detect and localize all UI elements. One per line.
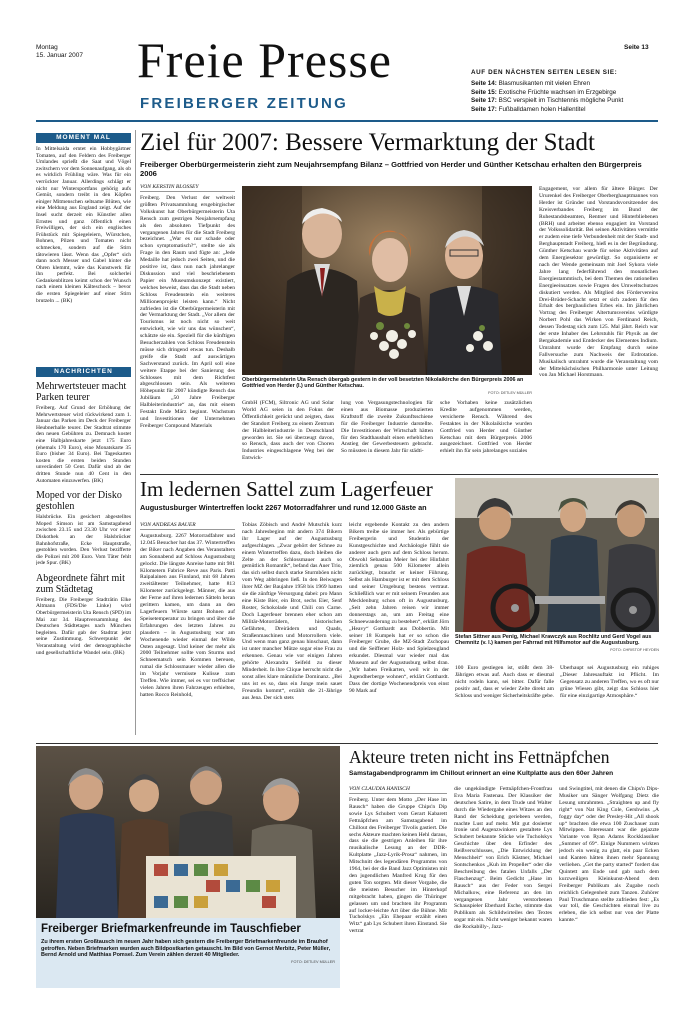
news-item [36,573,131,656]
news-item-title: Mehrwertsteuer macht Parken teurer [36,381,127,403]
lager-caption [455,634,659,653]
news-item-title: Abgeordnete fährt mit zum Städtetag [36,572,125,595]
bikers-photo [455,478,659,632]
preview-item [471,106,658,115]
news-item [36,490,131,567]
moment-text: In Mittelsaida erntet ein Hobbygärtner Tomaten, auf den Feldern des Freiberger Umlandes sprießt die Saat und Vögel zwitschern vor dem Sonnenaufgang, als ob es wirklich Frühling wäre. Was für ein verrückter Januar. Allerdings schlägt er nicht nur Wintersportfans gehörig aufs Gemüt, sondern treibt in den Köpfen einiger Mitmenschen seltsame Blüten, wie eine Meldung aus England zeigt. Auf der Insel sucht derzeit ein Künstler allen Ernstes und ganz öffentlich einen Freiwilligen, der sich ein englisches Frühstück mit Spiegeleiern, Würstchen, Bohnen, Pilzen und Tomaten nicht schmecken, sondern auf die Stirn tätowieren lässt. Wenn das „Opfer“ sich dann noch Messer und Gabel hinter die Ohren klemmt, wäre das Kunstwerk für ihn perfekt. Bei solcherlei Gedankenblitzen keimt schon der Wunsch nach einem kleinen Kälteschock – bevor die ersten Spiegeleier auf einer Stirn brutzeln ... (BK) [36,146,131,304]
newspaper-title: Freie Presse [137,32,392,88]
left-column-rule [135,130,136,735]
tausch-caption-box [36,918,340,988]
preview-page: Seite 15: [471,88,497,96]
tausch-photo [36,746,340,918]
lead-col1: Freiberg. Den Verlust der weltweit größten Privatsammlung ersgebirgischer Volkskunst hat Oberbürgermeisterin Uta Rensch zum gestrigen Neujahrsempfang als den absoluten Tiefpunkt des vergangenen Jahres für die Stadt Freiberg bezeichnet. „War es nur schade oder schon symptomatisch?“, stellte sie als Frage in den Raum und fügte an: „Jede Medaille hat jedoch zwei Seiten, und die positive ist, dass nun nach jahrelanger Diskussion und viel beschriebenem Papier ein Museumskonzept existiert, welches beweist, dass das die Stadt neben Schloss Freudenstein ein weiteres Millionenprojekt leisten kann.“ Nicht zufrieden ist die Oberbürgermeisterin mit der Vermarktung der Stadt. „Vor allem der Tourismus ist noch nicht so weit entwickelt, wie wir uns das wünschen“, schätzte sie ein. Speziell für die künftigen Besucherzahlen von Schloss Freudenstein müsse sich dringend etwas tun. Deshalb greife die Stadt auf auswärtigen Sachverstand zurück. Im April soll eine weitere Etappe bei der Sanierung des Schlosses mit dem Richtfest abgeschlossen sein. Als weiteren Höhepunkt für 2007 kündigte Rensch das Jubiläum „50 Jahre Freiberger Halbleiterindustrie“ an, das mit einem Festakt Ende März beginnt. Wachstum und Investitionen der Unternehmen Freiberger Compound Materials [140,195,235,429]
lager-col3: leicht ergebende Kontakt zu den andern Bikern treibe sie immer her. Als gebürtige Freibergerin und Studentin der Kunstgeschichte und Archäologie fühlt sie anderer auch gern auf dem Schloss herum. Obwohl Sebastian Meier bei der Hinfahrt ziemlich genau 500 Kilometer allein zurücklegt, braucht er keiner Führung. Selbst als Hamburger ist er mit dem Schloss und seiner Umgebung bestens vertraut. Schließlich war er mit seinem Freunden aus Mecklenburg schon oft in Augustusburg. „Seit zehn Jahren reisen wir immer donnerstags an, um am Freitag eine Schneewanderung zu bestehen“, erklärt Jörn „Heavy“ Gotthardt aus Dobbertin. Mit seiner 18 Kumpels hat er so schon die Freiberger Grube, die MZ-Stadt Zschopau und die Seiffener Holz- und Spielzeugland erkundet. Diesmal war wieder mal das Museum auf der Augustusburg selbst dran. „Wir haben Freikarten, weil wir in der Jugendherberge wohnen“, erklärt Gotthardt. Dass der dortige Wochenendpreis von einst 90 Mark auf [349,522,449,694]
preview-text: Exotische Früchte wachsen im Erzgebirge [498,88,617,96]
lager-bottom-rule [36,743,658,744]
lead-byline: VON KERSTIN BLOSSEY [140,184,235,192]
lead-col4: sche Vorhaben keine zusätzlichen Kredite aufgenommen werden, versicherte Rensch. Während des Festaktes in der Nikolaikirche wurden Gottfried von Herder und Günther Ketschau mit dem Bürgerpreis 2006 ausgezeichnet. Gottfried von Herder erhielt ihn für sein jahrelanges soziales [440,400,532,455]
news-heading: NACHRICHTEN [36,367,131,377]
news-item-title: Moped vor der Disko gestohlen [36,490,122,513]
akteure-col3: und Swingtitel, mit denen die Chips'n Dips-Musiker um Sänger Wolfgang Dietz die Lesung umrahmten. „Straighten up and fly right“ von Nat King Cole, Gershwins „A foggy day“ oder der Presley-Hit „All shook up“ brachten die etwa 100 Zuschauer zum Mitwippen. Interessant war die gejazzte Variante von Ryan Adams Rockklassiker „Summer of 69“. Einige Nummern wirkten jedoch ein wenig zu glatt, ein paar Ecken und Kanten hätten ihnen mehr Spannung verliehen. „Get the party started“ fordert das Quintett am Ende und gab nach dem kurzweiligen Kleinkunst-Abend dem Freiberger Publikum als Zugabe noch reichlich Gelegenheit zum Tanzen. Zuhörer Paul Truschmann stellte zufrieden fest: „Es war toll, die Geschichten einmal live zu erleben, die ich selbst nur von der Platte kannte.“ [559,786,659,924]
lead-col5: Engagement, vor allem für ältere Bürger. Der Ururenkel des Freiberger Oberberghauptmannes von Herder ist Gründer und Vorstandsvorsitzender des Kreisverbandes Freiberg im Bund der Ruhestandsbeamten, Rentner und Hinterbliebenen (BRH) und arbeitet ebenso engagiert im Vorstand der Volkssolidarität. Bei seinen Aktivitäten vermittle er zudem eine tiefe Verbundenheit mit der Stadt- und Berghauptstadt Freiberg, hieß es in der Begründung. Günther Ketschau wurde für seine Aktivitäten auf dem Energiesektor gewürdigt. So organisierte er nach der Wende gemeinsam mit Joel Sykora viele Jahre lang federführend den monatlichen Energiestammtisch, bei dem Themen des rationellen Energieeinsatzes sowie Fragen des Umweltschutzes diskutiert werden. Als Mitglied des Fördervereins Drei-Brüder-Schacht setzt er sich zudem für den Erhalt des bergbaulichen Erbes ein. Im jährlichen Vortrag des Freiberger Altertumsvereins würdigte Norbert Pohl das Wirken von Ferdinand Reich, dessen Todestag sich zum 125. Mal jährt. Reich war der erste Inhaber des Lehrstuhls für Physik an der Bergakademie und Entdecker des Elementes Indium. Umrahmt wurde der Empfang durch seine Fallversuche zum Nachweis der Erdrotation. Musikalisch umrahmt wurde die Veranstaltung vom der Mittelsächsischen Philharmonie unter Leitung von Jan Michael Horstmann. [539,186,658,379]
date-day: Montag [36,44,58,51]
akteure-byline: VON CLAUDIA HANISCH [349,786,447,794]
lager-col1: Augustusburg. 2267 Motorradfahrer und 12.045 Besucher hat das 37. Wintertreffen der Biker nach Angaben des Veranstalters am Sonnabend auf Schloss Augustusburg gelockt. Die längste Anreise hatte mit 981 Kilometern Fabrice Reve aus Paris. Patti Raipalainen aus Finnland, mit 68 Jahren zweitältester Teilnehmer, hatte 813 Kilometer zurückgelegt. Männer, die aus der Ferne auf ihren ledernen Sätteln heran gerittern kamen, um dann an den Lagerfeuern Würste samt Bohnen auf Speisetemperatur zu bringen und über die Erfahrungen des letzten Jahres zu plaudern – in Augustusburg war am Wochenende wieder einmal der Wilde Osten angesagt. Und keiner der mehr als 2000 Teilnehmer sollte vom Sturms und Schneematsch sein Kommen bereuen, rumal die Schlossmauer wieder allen die im Vorjahr vermisste Kulisse zum Treffen. Wie immer, sei es vor treffsicher vielen Jahren ihren Fahrzeugen erhielten, hatten Rocco Reinhold, [140,533,235,698]
date-full: 15. Januar 2007 [36,52,83,59]
newspaper-subtitle: FREIBERGER ZEITUNG [140,95,348,112]
lead-headline: Ziel für 2007: Bessere Vermarktung der Stadt [140,129,595,156]
masthead-rule [36,120,658,122]
lager-byline: VON ANDREAS BAUER [140,522,235,530]
lead-caption-text: Oberbürgermeisterin Uta Rensch übergab gestern in der voll besetzten Nikolaikirche den Bürgerpreis 2006 an Gottfried von Herder (l.) und Günther Ketschau. [242,377,524,390]
lead-photo-credit: FOTO: DETLEV MÜLLER [488,390,532,395]
stamp-collectors-photo [36,746,340,918]
akteure-col2: die ungekündigte Fettnäpfchen-Frontfrau Eva Maria Fastenau. Der Klassiker der deutschen Satire, in dem Trude und Walter durch die Wiedergabe eines Witzes an den Rand der Scheidung geriebeen werden, machte Lust auf mehr. Mit gut dosierter Ironie und Augenzwinkern gestaltete Lys Schubert bekannte Stücke wie Tucholskys Geschichte über den Erfinder des Reißverschlusses, „Die Entwicklung der Menschheit“ von Erich Kästner, Michael Sontschenkos „Kuh im Propeller“ oder die Beschreibung des fatalen Unfalls „Der Flaschenzug“. Beim Gedicht „Hase im Rausch“ aus der Feder von Sergei Michalkow, eine Referenz an den im vergangenen Jahr verstorbenen Schauspieler Eberhard Esche, stimmte das Publikum als Schildwirteiles den Textes sogar mit ein. Nicht weniger bekannt waren die Rockabilly-, Jazz- [454,786,552,931]
lead-subhead: Freiberger Oberbürgermeisterin zieht zum Neujahrsempfang Bilanz – Gottfried von Herder und Günther Ketschau erhalten den Bürgerpreis 2006 [140,160,642,178]
preview-text: BSC verspielt im Tischtennis mögliche Punkt [498,97,624,105]
lager-caption-text: Stefan Sittner aus Penig, Michael Krawczyk aus Rochlitz und Gerd Vogel aus Chemnitz (v. l.) kamen per Fahrrad mit Hilfsmotor auf die Augustusburg. [455,634,652,647]
lead-caption [242,377,532,396]
news-item [36,381,131,484]
preview-text: Fußballdamen holen Hallentitel [498,105,586,113]
news-item-text: Halsbrücke. Ein gesichert abgestelltes Moped Simson ist am Samstagabend zwischen 23.15 und 23.30 Uhr vor einer Diskothek an der Halsbrücker Bahnhofstraße, Ecke Hauptstraße, gestohlen worden. Den Verlust bezifferte die Polizei mit 200 Euro. Vom Täter fehlt jede Spur. (BK) [36,514,131,567]
ceremony-photo [242,186,532,375]
tausch-headline: Freiberger Briefmarkenfreunde im Tauschfieber [41,923,301,935]
preview-item [471,97,658,106]
lead-col3: lung von Vergasungstechnologien für einen aus Biomasse produzierten Kraftstoff die zweite Zukunftsschiene für die Freiberger Industrie darstellte. Die Investitionen der Wirtschaft hätten für den Stadthaushalt einen erheblichen Anstieg der Gewerbesteuern gebracht. So müssten in diesem Jahr für städti- [341,400,433,455]
preview-heading: AUF DEN NÄCHSTEN SEITEN LESEN SIE: [471,69,618,76]
preview-item [471,89,658,98]
preview-page: Seite 17: [471,105,497,113]
lager-headline: Im ledernen Sattel zum Lagerfeuer [140,477,433,501]
lager-subhead: Augustusburger Wintertreffen lockt 2267 Motorradfahrer und rund 12.000 Gäste an [140,503,427,512]
preview-box [458,58,658,114]
preview-text: Blasmusikanten mit vielen Ehren [498,80,591,87]
moment-heading: MOMENT MAL [36,133,131,143]
akteure-subhead: Samstagabendprogramm im Chillout erinnert an eine Kultplatte aus den 60er Jahren [349,770,614,777]
lead-photo [242,186,532,375]
lager-col4: 100 Euro gestiegen ist, stößt dem 38-Jährigen etwas auf. Auch dass er diesmal nicht rodeln kann, sei bitter. Dafür falle positiv auf, dass er wieder Zelte direkt am Schloss und weniger Sicherheitskräfte gebe. [455,665,554,699]
tausch-photo-credit: FOTO: DETLEV MÜLLER [291,960,335,965]
preview-page: Seite 14: [471,80,497,87]
preview-page: Seite 17: [471,97,497,105]
lager-col2: Tobias Zöbisch und André Mutschik kurz nach Jahresbeginn mit andern 374 Bikern ihr Lager auf der Augustusburg aufgeschlagen. „Zwar gehört der Schnee zu einem Wintertreffen dazu, doch bleiben die Zelte an der Schlossmauer auch so gemütlich Romantik“, befand das Auer Trio, das sich selbst durch starke Sturmböen nicht vom Weg abbringen ließ. In den Beiwagen ihrer MZ der Baujahre 1958 bis 1969 hatten sie die zünftige Versorgung dabei: pro Mann eine Kiste Bier, ein Brot, sechs Eier, Senf Roster, Schokolade und Chili con Carne. Doch Lagerfeuer brennen eher schon am Militär-Motorrädern, historischen Gefährten, Dreirädern und Quads, Straßenmaschinen und Motorrollern viele. Und wenn man ganz genau hinschaut, dann ist unter mancher Mütze sogar eine Frau zu erkennen. Genau wie vor einigen Jahren gehörte Alexandra Seifeld zu dieser Minderheit. In ihre Clique herrscht nicht die sonst alles klare männliche Dominanz. „Bei uns ist es so, dass ein Junge mein sauet Freundin kommt“, erzählt die 21-Jährige aus Jena. Der sich stets [242,522,342,701]
lead-bottom-rule [140,474,658,475]
lager-photo [455,478,659,632]
lead-col2: GmbH (FCM), Siltronic AG und Solar World AG seien in den Fokus der Öffentlichkeit gerückt und zeigten, dass der Standort Freiberg zu einem Zentrum der Halbleiterindustrie in Deutschland geworden ist. Sie sei überzeugt davon, so Rensch, dass auch der von Choren Industries eingeschlagene Weg bei der Entwick- [242,400,334,462]
lager-photo-credit: FOTO: CHRISTOF HEYDEN [610,647,659,652]
akteure-col1: Freiberg. Unter dem Motto „Der Hase im Rausch“ haben die Gruppe Chips'n Dip sowie Lys Schubert vom Gerart Kabarett Fettnäpfchen am Samstagabend im Chillout des Freiberger Tivolis gastiert. Die sechs Akteure machten keinen Hehl daraus, dass sie die gestrigen Anleihen für ihre musikalische Lesung an der DDR-Kultplatte „Jazz-Lyrik-Prosa“ nahmen, im Mitschnitt des legendären Programms von 1964, bei der die Band Jazz Optimisten mit den jugendlichen Manfred Krug für den guten Ton sorgten. Mit dieser Vorgabe, die die meisten Besucher im Hinterkopf mitgebracht haben, gingen die Thüringer gelassen um und brachten ihr Programm auf locker-leichte Art über die Bühne. Mit Tucholskys „Ein Ehepaar erzählt einen Witz“ gab Lys Schubert ihren Einstand. Sie vertrat [349,797,447,935]
preview-list [471,80,658,114]
news-item-text: Freiberg. Die Freiberger Stadträtin Elke Altmann (FDS/Die Linke) wird Oberbürgermeisterin Uta Rensch (SPD) im Mai zur 34. Hauptversammlung des Deutschen Städtetages nach München begleiten. Dafür gab der Stadtrat jetzt seine Zustimmung. Schwerpunkt der Veranstaltung wird der demographische und gesellschaftliche Wandel sein. (BK) [36,596,131,656]
preview-item [471,80,658,89]
news-item-text: Freiberg. Auf Grund der Erhöhung der Mehrwertsteuer wird rückwirkend zum 1. Januar das Parken im Deck der Freiberger Heubnerhalle teurer. Der Stadtrat stimmte den neuen Gebühren zu. Demnach kostet eine Halbjahreskarte jetzt 175 Euro (ehemals 170 Euro), eine Monatskarte 35 Euro (bisher 34 Euro). Bei Tageskarten kosten die ersten beiden Stunden unverändert 50 Cent. Dafür sind ab der dritten Stunde nun 40 Cent in den Automaten einzuwerfen. (BK) [36,405,131,484]
akteure-headline: Akteure treten nicht ins Fettnäpfchen [349,747,610,767]
news-list [36,378,131,740]
tausch-caption: Zu ihrem ersten Großtausch im neuen Jahr haben sich gestern die Freiberger Briefmarkenfreunde im Brauhof getroffen. Neben Briefmarken wurden auch Bildpostkarten getauscht. Im Bild von Gernot Merbitz, Peter Müller, Bernd Arnold und Matthias Pomsel. Zum Verein zählen derzeit 40 Mitglieder. [41,939,331,959]
page-number: Seite 13 [624,44,649,51]
lager-col5: Überhaupt sei Augustusburg ein ruhiges „Dieser Jahresauftakt ist Pflicht. Im Gegensatz zu anderen Treffen, wo es oft nur grüne Wiesen gibt, zeigt das Schloss hier für eine einzigartige Atmosphäre.“ [560,665,659,699]
